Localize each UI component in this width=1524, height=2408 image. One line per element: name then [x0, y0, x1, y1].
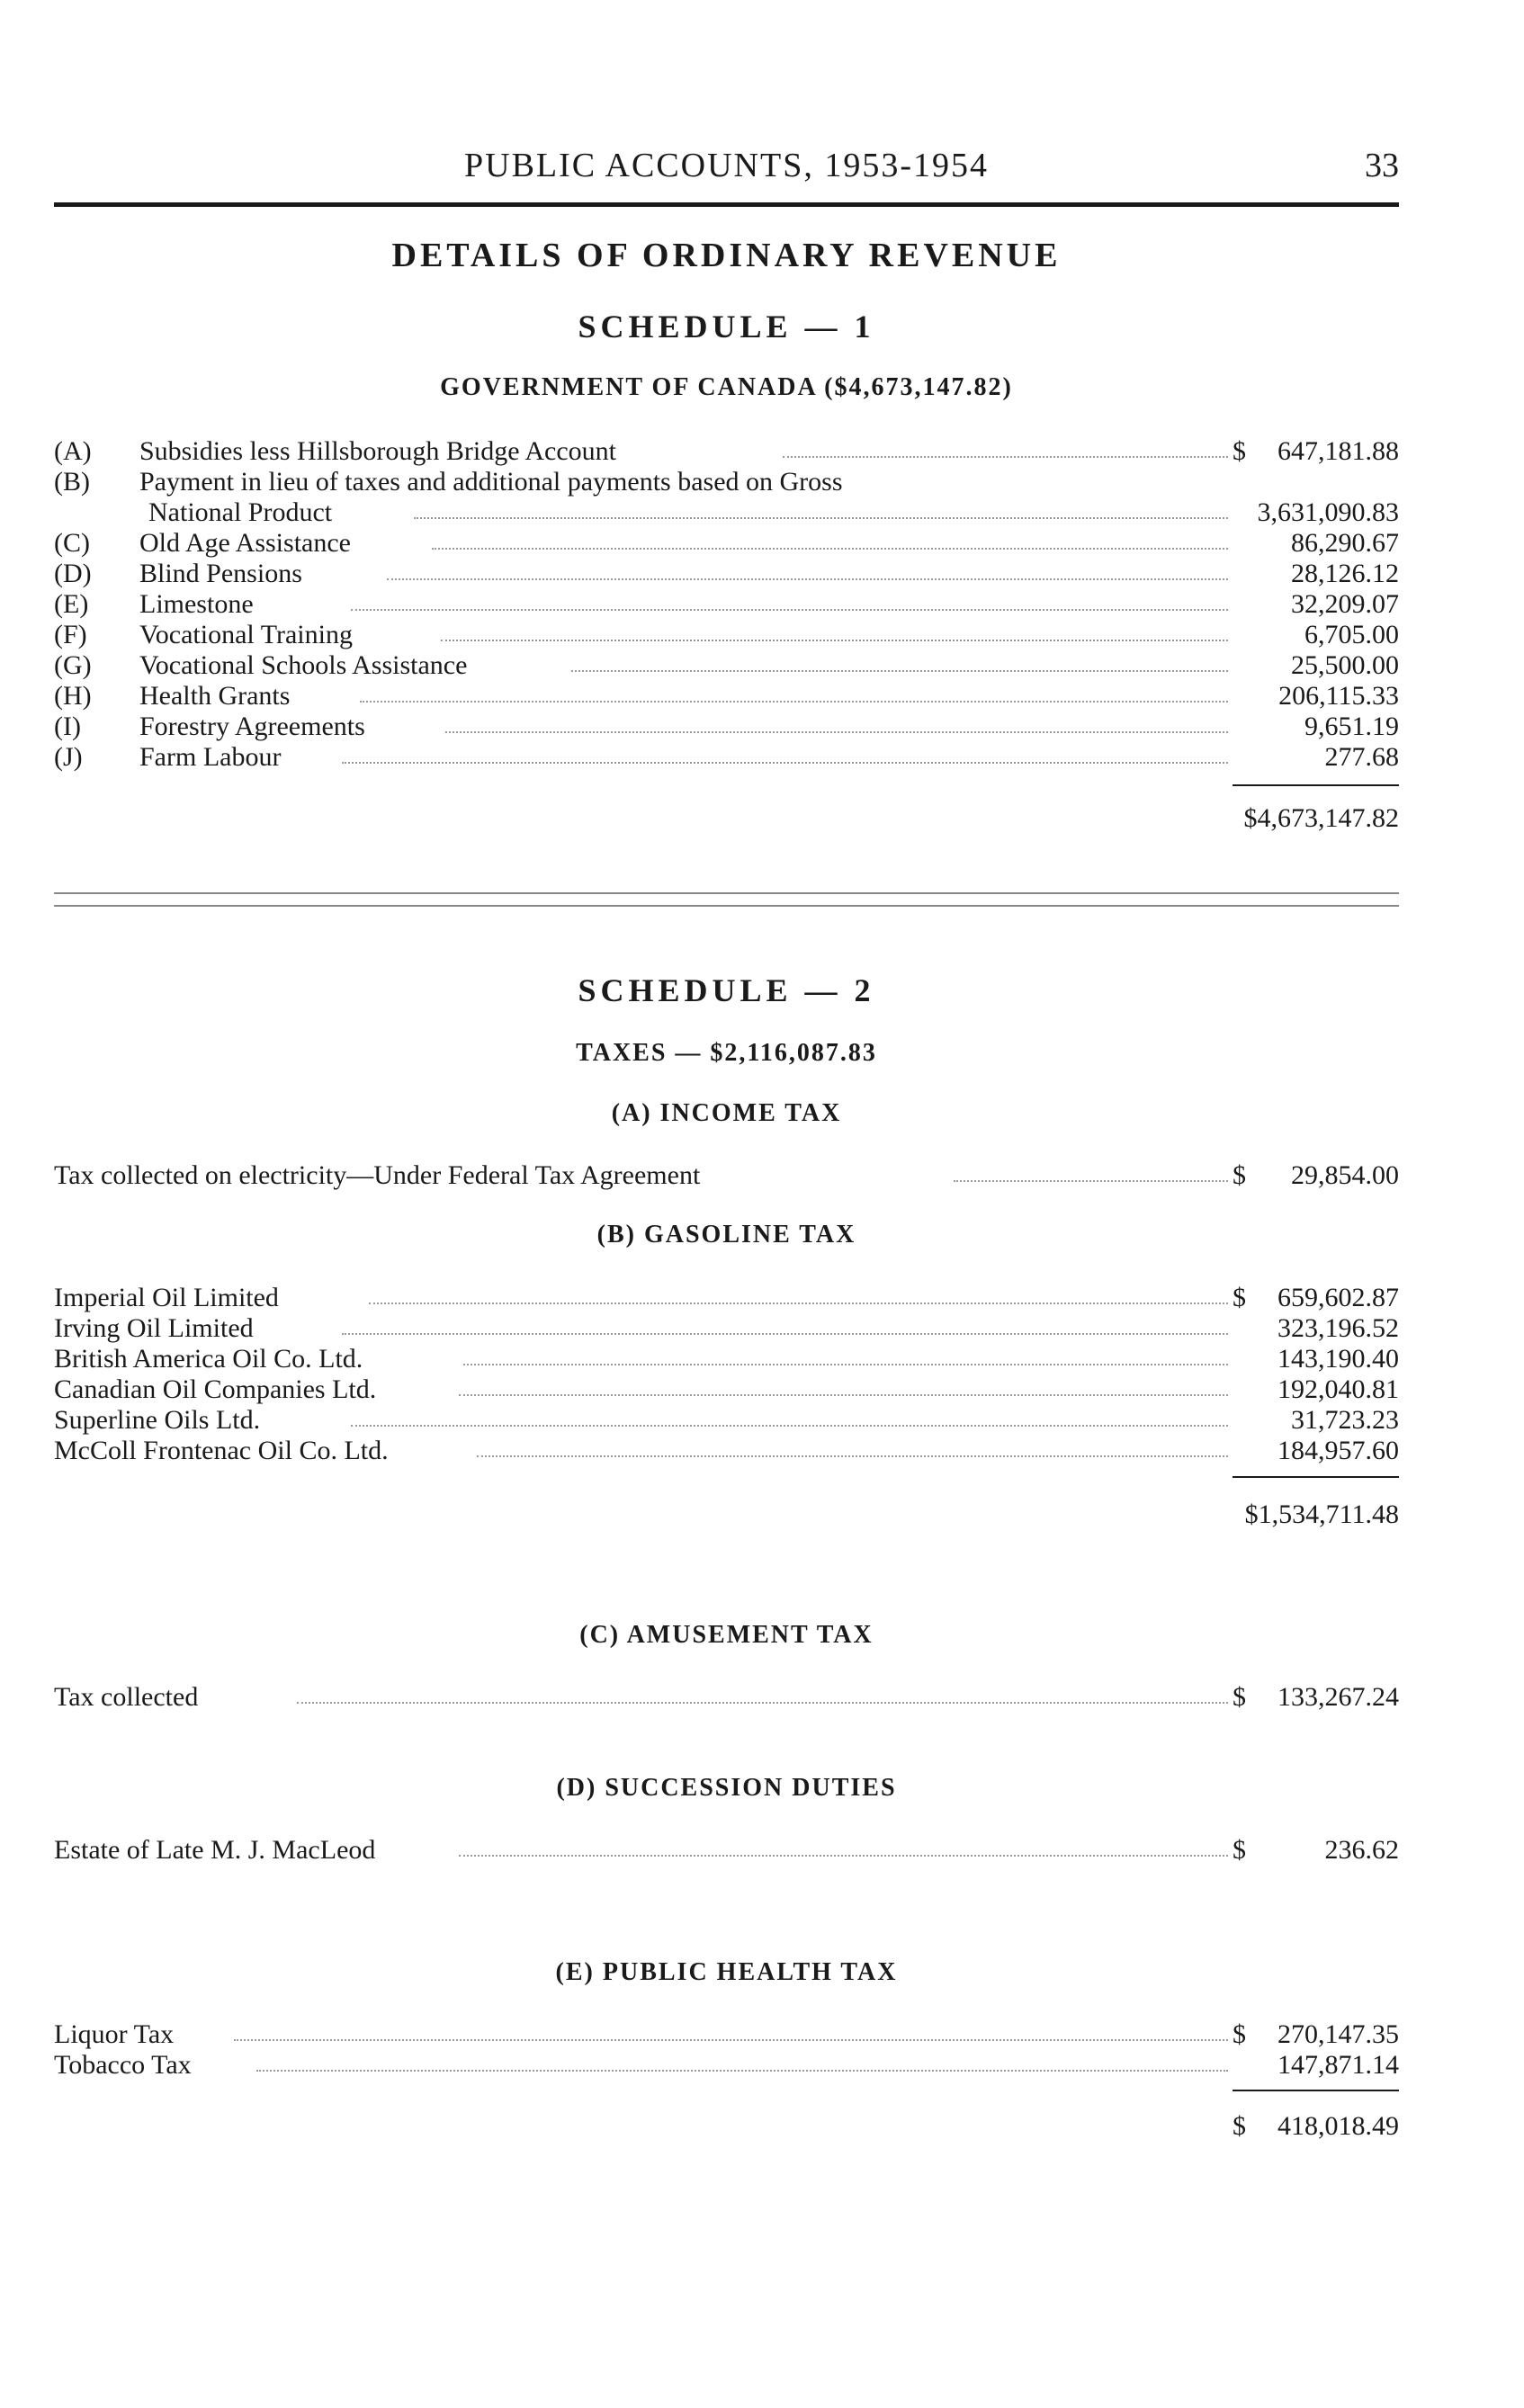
list-item: (A) Subsidies less Hillsborough Bridge Account $ 647,181.88 [54, 436, 1399, 466]
list-item: (I) Forestry Agreements 9,651.19 [54, 712, 1399, 741]
schedule-2-title: SCHEDULE — 2 [578, 972, 875, 1008]
main-title: DETAILS OF ORDINARY REVENUE [391, 237, 1062, 274]
list-item: Irving Oil Limited 323,196.52 [54, 1313, 1399, 1343]
header-rule [54, 202, 1399, 207]
amusement-tax-heading: (C) AMUSEMENT TAX [579, 1621, 874, 1649]
succession-duties-heading: (D) SUCCESSION DUTIES [556, 1774, 897, 1802]
list-item: Tax collected on electricity—Under Federal Tax Agreement $ 29,854.00 [54, 1160, 1399, 1190]
list-item: Canadian Oil Companies Ltd. 192,040.81 [54, 1374, 1399, 1404]
schedule-1-total: $4,673,147.82 [1243, 803, 1399, 833]
list-item: Liquor Tax $ 270,147.35 [54, 2019, 1399, 2049]
gasoline-tax-total: $1,534,711.48 [1244, 1499, 1399, 1529]
header-title: PUBLIC ACCOUNTS, 1953-1954 [464, 147, 989, 184]
list-item: Tobacco Tax 147,871.14 [54, 2050, 1399, 2080]
list-item: (G) Vocational Schools Assistance 25,500.00 [54, 650, 1399, 680]
list-item: (J) Farm Labour 277.68 [54, 742, 1399, 772]
list-item: Tax collected $ 133,267.24 [54, 1682, 1399, 1712]
subtotal-rule [1233, 784, 1399, 786]
schedule-1-subtitle: GOVERNMENT OF CANADA ($4,673,147.82) [440, 373, 1013, 401]
list-item: (D) Blind Pensions 28,126.12 [54, 559, 1399, 588]
list-item: McColl Frontenac Oil Co. Ltd. 184,957.60 [54, 1436, 1399, 1465]
list-item: National Product 3,631,090.83 [148, 497, 1399, 527]
list-item: (E) Limestone 32,209.07 [54, 589, 1399, 619]
list-item: Imperial Oil Limited $ 659,602.87 [54, 1283, 1399, 1312]
list-item: British America Oil Co. Ltd. 143,190.40 [54, 1344, 1399, 1374]
list-item: (C) Old Age Assistance 86,290.67 [54, 528, 1399, 558]
public-health-tax-total: 418,018.49 [1277, 2111, 1399, 2141]
subtotal-rule [1233, 2090, 1399, 2091]
list-item: (F) Vocational Training 6,705.00 [54, 620, 1399, 649]
income-tax-heading: (A) INCOME TAX [611, 1099, 842, 1127]
list-item: (H) Health Grants 206,115.33 [54, 681, 1399, 711]
schedule-2-subtitle: TAXES — $2,116,087.83 [576, 1039, 877, 1067]
subtotal-rule [1233, 1476, 1399, 1478]
page-header [54, 126, 1399, 189]
page-number: 33 [1365, 147, 1399, 184]
list-item: Superline Oils Ltd. 31,723.23 [54, 1405, 1399, 1435]
public-health-tax-heading: (E) PUBLIC HEALTH TAX [555, 1958, 898, 1986]
schedule-1-title: SCHEDULE — 1 [578, 309, 875, 345]
list-item: Estate of Late M. J. MacLeod $ 236.62 [54, 1835, 1399, 1865]
gasoline-tax-heading: (B) GASOLINE TAX [596, 1221, 856, 1249]
public-health-total-dollar: $ [1233, 2111, 1246, 2141]
list-item: (B) Payment in lieu of taxes and additional payments based on Gross [54, 467, 843, 497]
section-divider [54, 892, 1399, 907]
